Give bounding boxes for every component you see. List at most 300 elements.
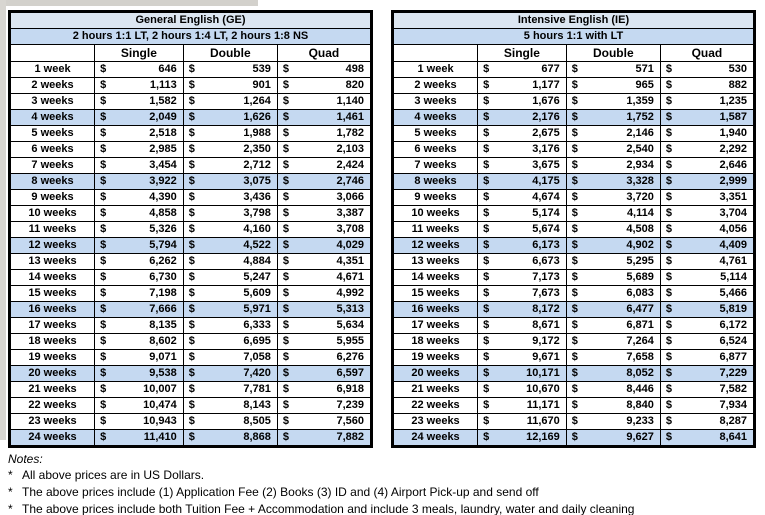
price-cell-content <box>278 430 370 445</box>
price-value: 11,410 <box>143 431 177 443</box>
price-value: 2,146 <box>626 127 654 139</box>
price-cell <box>95 350 184 366</box>
currency-symbol: $ <box>571 303 578 315</box>
price-value: 4,160 <box>243 223 271 235</box>
currency-symbol: $ <box>188 207 195 219</box>
price-value: 2,540 <box>626 143 654 155</box>
table-row <box>10 334 372 350</box>
price-cell <box>95 222 184 238</box>
week-label: 15 weeks <box>10 286 95 302</box>
price-cell-content <box>478 366 566 381</box>
price-cell-content <box>567 270 660 285</box>
currency-symbol: $ <box>483 175 490 187</box>
price-cell-content <box>661 238 753 253</box>
week-label: 23 weeks <box>393 414 478 430</box>
price-value: 3,798 <box>243 207 271 219</box>
price-cell-content <box>95 190 183 205</box>
week-label: 21 weeks <box>393 382 478 398</box>
price-value: 2,424 <box>336 159 364 171</box>
currency-symbol: $ <box>665 159 672 171</box>
table-row <box>10 270 372 286</box>
price-cell <box>566 94 660 110</box>
price-cell-content <box>278 334 370 349</box>
price-value: 6,477 <box>626 303 654 315</box>
price-value: 2,350 <box>243 143 271 155</box>
currency-symbol: $ <box>571 431 578 443</box>
currency-symbol: $ <box>100 335 107 347</box>
price-value: 5,114 <box>720 271 747 283</box>
price-cell <box>277 62 371 78</box>
price-cell-content <box>478 414 566 429</box>
price-cell-content <box>567 206 660 221</box>
currency-symbol: $ <box>571 63 578 75</box>
price-value: 1,626 <box>243 111 271 123</box>
currency-symbol: $ <box>483 95 490 107</box>
price-cell <box>566 110 660 126</box>
price-value: 4,902 <box>626 239 654 251</box>
table-row <box>10 190 372 206</box>
price-cell <box>277 270 371 286</box>
price-cell <box>660 238 754 254</box>
currency-symbol: $ <box>100 399 107 411</box>
price-cell <box>660 126 754 142</box>
price-cell-content <box>278 110 370 125</box>
price-table-intensive-english <box>391 10 756 448</box>
price-cell-content <box>478 302 566 317</box>
currency-symbol: $ <box>282 95 289 107</box>
price-value: 1,676 <box>532 95 560 107</box>
price-value: 6,918 <box>336 383 364 395</box>
price-cell <box>277 398 371 414</box>
price-value: 7,666 <box>149 303 177 315</box>
price-cell <box>95 334 184 350</box>
week-label: 24 weeks <box>10 430 95 447</box>
price-value: 3,075 <box>243 175 271 187</box>
price-value: 5,295 <box>626 255 654 267</box>
currency-symbol: $ <box>188 431 195 443</box>
currency-symbol: $ <box>571 127 578 139</box>
currency-symbol: $ <box>188 271 195 283</box>
currency-symbol: $ <box>571 239 578 251</box>
price-cell <box>478 206 567 222</box>
table-row <box>10 78 372 94</box>
currency-symbol: $ <box>483 303 490 315</box>
price-table-general-english <box>8 10 373 448</box>
note-text: All above prices are in US Dollars. <box>22 468 205 482</box>
currency-symbol: $ <box>282 111 289 123</box>
currency-symbol: $ <box>483 431 490 443</box>
currency-symbol: $ <box>665 335 672 347</box>
price-cell <box>277 414 371 430</box>
notes-section <box>8 452 758 515</box>
price-value: 1,940 <box>719 127 747 139</box>
currency-symbol: $ <box>571 207 578 219</box>
price-value: 539 <box>252 63 271 75</box>
week-label: 10 weeks <box>10 206 95 222</box>
price-cell <box>95 398 184 414</box>
price-value: 6,597 <box>336 367 364 379</box>
price-value: 1,264 <box>243 95 271 107</box>
price-cell <box>660 62 754 78</box>
currency-symbol: $ <box>665 223 672 235</box>
currency-symbol: $ <box>282 319 289 331</box>
price-value: 4,674 <box>532 191 560 203</box>
currency-symbol: $ <box>188 319 195 331</box>
price-cell-content <box>661 302 753 317</box>
price-cell <box>478 254 567 270</box>
price-cell-content <box>184 334 277 349</box>
currency-symbol: $ <box>483 319 490 331</box>
price-value: 1,359 <box>626 95 654 107</box>
currency-symbol: $ <box>665 431 672 443</box>
currency-symbol: $ <box>665 143 672 155</box>
table-row <box>393 222 755 238</box>
currency-symbol: $ <box>100 63 107 75</box>
price-value: 5,313 <box>336 303 364 315</box>
currency-symbol: $ <box>100 351 107 363</box>
price-value: 8,172 <box>532 303 560 315</box>
note-bullet: * <box>8 485 13 499</box>
price-cell-content <box>278 350 370 365</box>
price-cell <box>660 190 754 206</box>
table-row <box>10 158 372 174</box>
price-cell <box>566 222 660 238</box>
price-cell-content <box>567 158 660 173</box>
price-cell-content <box>567 222 660 237</box>
currency-symbol: $ <box>100 415 107 427</box>
price-cell-content <box>567 430 660 445</box>
price-cell <box>277 126 371 142</box>
price-cell-content <box>478 334 566 349</box>
price-cell <box>95 158 184 174</box>
tables-row <box>8 10 756 448</box>
price-cell-content <box>661 94 753 109</box>
price-cell-content <box>567 190 660 205</box>
price-cell <box>478 94 567 110</box>
currency-symbol: $ <box>571 255 578 267</box>
price-value: 4,056 <box>719 223 747 235</box>
price-cell <box>277 318 371 334</box>
price-cell-content <box>478 270 566 285</box>
table-row <box>393 206 755 222</box>
currency-symbol: $ <box>100 431 107 443</box>
price-cell <box>277 366 371 382</box>
price-cell <box>566 382 660 398</box>
price-cell-content <box>95 302 183 317</box>
price-value: 9,071 <box>149 351 177 363</box>
price-cell <box>478 222 567 238</box>
week-label: 11 weeks <box>393 222 478 238</box>
currency-symbol: $ <box>571 95 578 107</box>
currency-symbol: $ <box>665 303 672 315</box>
price-cell-content <box>184 142 277 157</box>
table-row <box>393 286 755 302</box>
price-value: 1,177 <box>532 79 560 91</box>
currency-symbol: $ <box>100 175 107 187</box>
price-cell <box>478 334 567 350</box>
price-cell <box>566 414 660 430</box>
table-row <box>393 414 755 430</box>
price-cell-content <box>184 398 277 413</box>
price-value: 5,674 <box>532 223 560 235</box>
price-value: 4,114 <box>626 207 654 219</box>
price-cell <box>478 270 567 286</box>
price-cell-content <box>184 110 277 125</box>
week-label: 13 weeks <box>10 254 95 270</box>
price-cell <box>183 334 277 350</box>
week-label: 12 weeks <box>393 238 478 254</box>
currency-symbol: $ <box>483 335 490 347</box>
currency-symbol: $ <box>100 111 107 123</box>
currency-symbol: $ <box>665 191 672 203</box>
price-cell-content <box>478 174 566 189</box>
table-row <box>393 238 755 254</box>
price-value: 4,761 <box>719 255 747 267</box>
price-cell-content <box>184 302 277 317</box>
price-cell-content <box>278 270 370 285</box>
price-cell <box>183 110 277 126</box>
table-row <box>393 142 755 158</box>
price-cell-content <box>478 398 566 413</box>
price-cell <box>660 350 754 366</box>
price-value: 3,436 <box>243 191 271 203</box>
currency-symbol: $ <box>665 367 672 379</box>
table-row <box>10 174 372 190</box>
note-item <box>8 502 758 515</box>
price-cell <box>277 206 371 222</box>
price-value: 7,198 <box>149 287 177 299</box>
week-label: 3 weeks <box>393 94 478 110</box>
price-cell <box>95 94 184 110</box>
currency-symbol: $ <box>571 191 578 203</box>
price-cell-content <box>478 158 566 173</box>
price-cell <box>660 334 754 350</box>
currency-symbol: $ <box>100 303 107 315</box>
currency-symbol: $ <box>188 303 195 315</box>
week-label: 7 weeks <box>393 158 478 174</box>
week-label: 23 weeks <box>10 414 95 430</box>
price-cell-content <box>184 206 277 221</box>
price-cell-content <box>184 174 277 189</box>
table-row <box>10 142 372 158</box>
price-cell-content <box>661 78 753 93</box>
price-cell-content <box>184 158 277 173</box>
price-cell <box>478 190 567 206</box>
price-cell <box>277 430 371 447</box>
price-cell <box>566 126 660 142</box>
currency-symbol: $ <box>282 351 289 363</box>
price-cell <box>660 206 754 222</box>
table-row <box>10 254 372 270</box>
price-cell-content <box>661 286 753 301</box>
price-cell <box>478 62 567 78</box>
price-cell <box>277 158 371 174</box>
general-english-column-header-quad: Quad <box>277 45 371 62</box>
price-value: 11,670 <box>526 415 560 427</box>
price-cell-content <box>567 318 660 333</box>
price-cell <box>183 142 277 158</box>
price-value: 4,175 <box>532 175 560 187</box>
price-value: 4,409 <box>719 239 747 251</box>
price-cell <box>566 318 660 334</box>
currency-symbol: $ <box>483 399 490 411</box>
general-english-title-row <box>10 12 372 29</box>
price-cell <box>478 318 567 334</box>
price-cell-content <box>567 254 660 269</box>
currency-symbol: $ <box>188 287 195 299</box>
currency-symbol: $ <box>100 367 107 379</box>
price-value: 965 <box>635 79 654 91</box>
price-value: 5,794 <box>149 239 177 251</box>
week-label: 3 weeks <box>10 94 95 110</box>
currency-symbol: $ <box>188 239 195 251</box>
week-label: 8 weeks <box>393 174 478 190</box>
price-cell <box>277 382 371 398</box>
price-cell <box>566 366 660 382</box>
table-row <box>393 398 755 414</box>
price-cell-content <box>661 206 753 221</box>
currency-symbol: $ <box>100 239 107 251</box>
price-cell-content <box>661 430 753 445</box>
price-value: 7,673 <box>532 287 560 299</box>
currency-symbol: $ <box>571 287 578 299</box>
price-cell <box>566 302 660 318</box>
price-cell <box>183 398 277 414</box>
currency-symbol: $ <box>571 415 578 427</box>
price-cell-content <box>661 254 753 269</box>
currency-symbol: $ <box>665 399 672 411</box>
currency-symbol: $ <box>282 79 289 91</box>
table-row <box>393 350 755 366</box>
price-cell-content <box>184 366 277 381</box>
price-cell-content <box>278 382 370 397</box>
price-value: 2,999 <box>719 175 747 187</box>
price-cell-content <box>661 174 753 189</box>
price-cell <box>95 174 184 190</box>
price-cell <box>566 270 660 286</box>
price-cell <box>183 158 277 174</box>
price-cell <box>183 78 277 94</box>
price-cell <box>183 302 277 318</box>
price-value: 10,007 <box>143 383 177 395</box>
price-cell-content <box>95 238 183 253</box>
currency-symbol: $ <box>282 143 289 155</box>
currency-symbol: $ <box>665 319 672 331</box>
price-cell-content <box>278 366 370 381</box>
currency-symbol: $ <box>188 79 195 91</box>
price-value: 4,508 <box>626 223 654 235</box>
price-cell <box>660 270 754 286</box>
currency-symbol: $ <box>100 255 107 267</box>
price-value: 6,333 <box>243 319 271 331</box>
week-label: 14 weeks <box>10 270 95 286</box>
price-value: 7,229 <box>719 367 747 379</box>
price-cell-content <box>95 126 183 141</box>
price-cell <box>277 334 371 350</box>
price-cell <box>183 174 277 190</box>
price-cell-content <box>478 190 566 205</box>
currency-symbol: $ <box>665 255 672 267</box>
price-cell <box>660 158 754 174</box>
week-label: 8 weeks <box>10 174 95 190</box>
currency-symbol: $ <box>188 351 195 363</box>
price-cell-content <box>567 126 660 141</box>
price-value: 5,971 <box>243 303 271 315</box>
price-cell-content <box>661 366 753 381</box>
price-value: 4,884 <box>243 255 271 267</box>
currency-symbol: $ <box>483 271 490 283</box>
week-label: 1 week <box>393 62 478 78</box>
price-cell-content <box>278 158 370 173</box>
price-value: 646 <box>158 63 177 75</box>
price-cell-content <box>661 350 753 365</box>
general-english-subtitle-row <box>10 29 372 45</box>
price-value: 2,176 <box>532 111 560 123</box>
price-cell-content <box>95 382 183 397</box>
price-value: 2,746 <box>336 175 364 187</box>
price-cell-content <box>184 270 277 285</box>
price-cell-content <box>95 174 183 189</box>
price-cell-content <box>567 142 660 157</box>
price-cell <box>566 62 660 78</box>
price-cell-content <box>95 78 183 93</box>
week-label: 21 weeks <box>10 382 95 398</box>
price-cell <box>183 318 277 334</box>
currency-symbol: $ <box>665 175 672 187</box>
currency-symbol: $ <box>483 383 490 395</box>
currency-symbol: $ <box>571 351 578 363</box>
price-value: 1,582 <box>149 95 177 107</box>
price-cell-content <box>478 286 566 301</box>
price-value: 2,049 <box>149 111 177 123</box>
price-cell <box>277 174 371 190</box>
price-cell <box>95 382 184 398</box>
price-cell <box>478 302 567 318</box>
price-value: 7,582 <box>719 383 747 395</box>
price-cell <box>478 286 567 302</box>
week-label: 16 weeks <box>10 302 95 318</box>
currency-symbol: $ <box>665 79 672 91</box>
week-label: 6 weeks <box>393 142 478 158</box>
currency-symbol: $ <box>282 383 289 395</box>
currency-symbol: $ <box>665 351 672 363</box>
currency-symbol: $ <box>571 79 578 91</box>
price-value: 5,634 <box>336 319 364 331</box>
price-cell-content <box>478 222 566 237</box>
currency-symbol: $ <box>665 415 672 427</box>
price-value: 8,052 <box>626 367 654 379</box>
price-value: 4,390 <box>149 191 177 203</box>
price-cell-content <box>95 398 183 413</box>
price-cell-content <box>567 350 660 365</box>
currency-symbol: $ <box>483 351 490 363</box>
price-cell-content <box>567 174 660 189</box>
price-value: 7,173 <box>532 271 560 283</box>
price-cell <box>183 190 277 206</box>
price-cell <box>183 62 277 78</box>
currency-symbol: $ <box>100 159 107 171</box>
price-cell <box>566 174 660 190</box>
currency-symbol: $ <box>665 207 672 219</box>
price-cell-content <box>184 414 277 429</box>
price-cell <box>478 78 567 94</box>
price-value: 2,985 <box>149 143 177 155</box>
currency-symbol: $ <box>100 271 107 283</box>
table-row <box>10 398 372 414</box>
table-row <box>393 126 755 142</box>
week-label: 5 weeks <box>10 126 95 142</box>
price-cell-content <box>278 238 370 253</box>
